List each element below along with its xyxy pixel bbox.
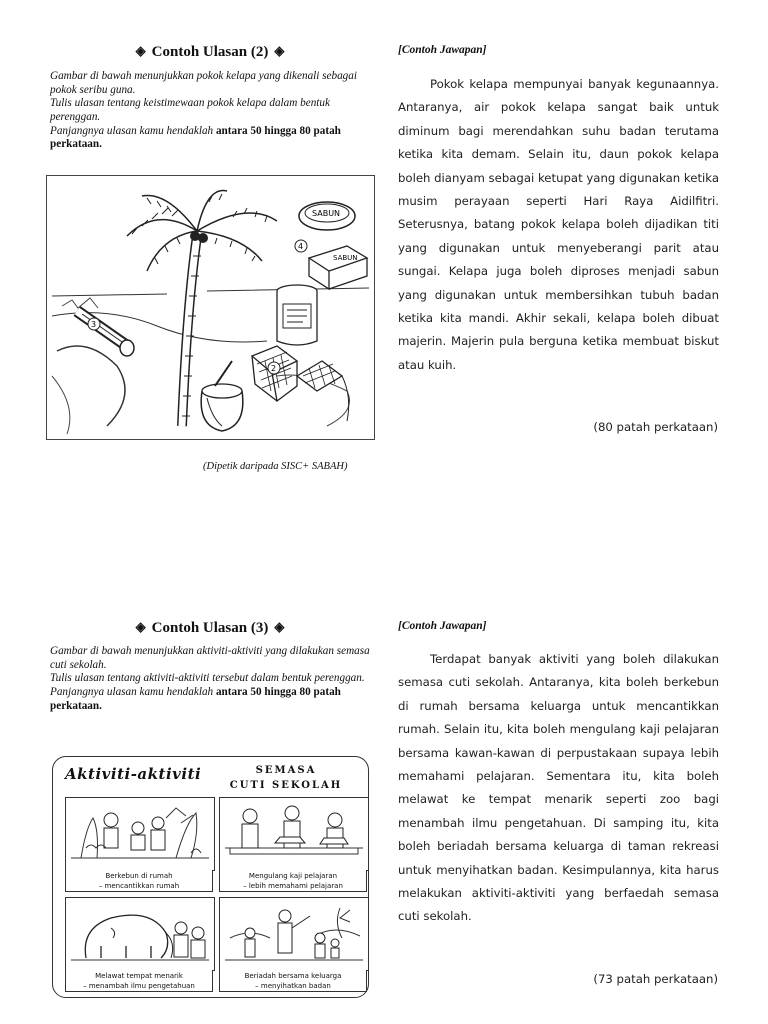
section3-prompt — [50, 645, 370, 713]
panel-gardening — [65, 797, 215, 871]
section3-title: Contoh Ulasan (3) — [151, 620, 269, 636]
diamond-icon: ◈ — [274, 43, 285, 58]
coconut-tree-drawing — [47, 176, 374, 439]
panel-caption: Mengulang kaji pelajaran – lebih memahami pelajaran — [219, 870, 367, 892]
answer-label: [Contoh Jawapan] — [398, 620, 487, 632]
panel-studying — [219, 797, 369, 871]
section2-answer: Pokok kelapa mempunyai banyak kegunaannya. Antaranya, air pokok kelapa sangat baik untuk diminum bagi merendahkan suhu badan terutama ketika kita demam. Selain itu, daun pokok kelapa boleh dianyam sebagai ketupat yang digunakan ketika musim perayaan seperti Hari Raya Aidilfitri. Seterusnya, batang pokok kelapa boleh dijadikan titi yang digunakan untuk menyeberangi parit atau sungai. Kelapa juga boleh diproses menjadi sabun yang digunakan untuk membersihkan tubuh badan ketika kita mandi. Akhir sekali, kelapa boleh dibuat majerin. Majerin pula berguna ketika membuat biskut atau kuih. — [398, 77, 719, 372]
section2-heading — [46, 44, 374, 61]
panel-caption: Berkebun di rumah – mencantikkan rumah — [65, 870, 213, 892]
word-range: antara 50 hingga 80 patah perkataan — [50, 124, 341, 151]
prompt-line: Gambar di bawah menunjukkan pokok kelapa yang dikenali sebagai pokok seribu guna. — [50, 70, 357, 96]
panel-caption: Beriadah bersama keluarga – menyihatkan badan — [219, 970, 367, 992]
panel-caption: Melawat tempat menarik – menambah ilmu pengetahuan — [65, 970, 213, 992]
image-source: (Dipetik daripada SISC+ SABAH) — [203, 461, 348, 472]
panel-zoo — [65, 897, 215, 971]
label-number: 3 — [91, 320, 97, 329]
section2-prompt — [50, 70, 370, 152]
soap-box — [295, 240, 367, 289]
poster-title: Aktiviti-aktiviti — [65, 765, 202, 783]
diamond-icon: ◈ — [274, 619, 285, 634]
prompt-line: Panjangnya ulasan kamu hendaklah antara 50 hingga 80 patah perkataan. — [50, 124, 341, 151]
answer-label: [Contoh Jawapan] — [398, 44, 487, 56]
activities-poster — [52, 756, 369, 998]
soap-label: SABUN — [312, 209, 341, 218]
prompt-line: Panjangnya ulasan kamu hendaklah antara 50 hingga 80 patah perkataan. — [50, 685, 341, 712]
diamond-icon: ◈ — [135, 619, 146, 634]
soap-label: SABUN — [333, 254, 358, 262]
section3-answer: Terdapat banyak aktiviti yang boleh dilakukan semasa cuti sekolah. Antaranya, kita boleh berkebun di rumah bersama keluarga untuk mencantikkan rumah. Selain itu, kita boleh mengulang kaji pelajaran bersama kawan-kawan di perpustakaan supaya lebih memahami pelajaran. Sementara itu, kita boleh melawat ke tempat menarik seperti zoo bagi menambah ilmu pengetahuan. Di samping itu, kita boleh beriadah bersama keluarga di taman rekreasi untuk menyihatkan badan. Kesimpulannya, kita harus melakukan aktiviti-aktiviti yang berfaedah semasa cuti sekolah. — [398, 652, 719, 924]
poster-subtitle: SEMASA CUTI SEKOLAH — [229, 765, 343, 791]
log-bridge — [77, 311, 134, 356]
word-count: (73 patah perkataan) — [593, 972, 718, 986]
section3-heading — [46, 620, 374, 637]
prompt-line: Tulis ulasan tentang aktiviti-aktiviti tersebut dalam bentuk perenggan. — [50, 672, 365, 685]
section2-title: Contoh Ulasan (2) — [151, 44, 269, 60]
panel-recreation — [219, 897, 369, 971]
coconut-fruit — [201, 361, 243, 431]
word-range: antara 50 hingga 80 patah perkataan — [50, 685, 341, 712]
prompt-line: Tulis ulasan tentang keistimewaan pokok kelapa dalam bentuk perenggan. — [50, 97, 330, 123]
ketupat — [252, 346, 349, 421]
label-number: 2 — [271, 364, 277, 373]
coconut-tree-illustration — [46, 175, 375, 440]
margarine-tin — [277, 285, 317, 345]
label-number: 4 — [298, 242, 304, 251]
soap-bar — [299, 202, 355, 230]
word-count: (80 patah perkataan) — [593, 420, 718, 434]
diamond-icon: ◈ — [135, 43, 146, 58]
prompt-line: Gambar di bawah menunjukkan aktiviti-aktiviti yang dilakukan semasa cuti sekolah. — [50, 645, 370, 671]
